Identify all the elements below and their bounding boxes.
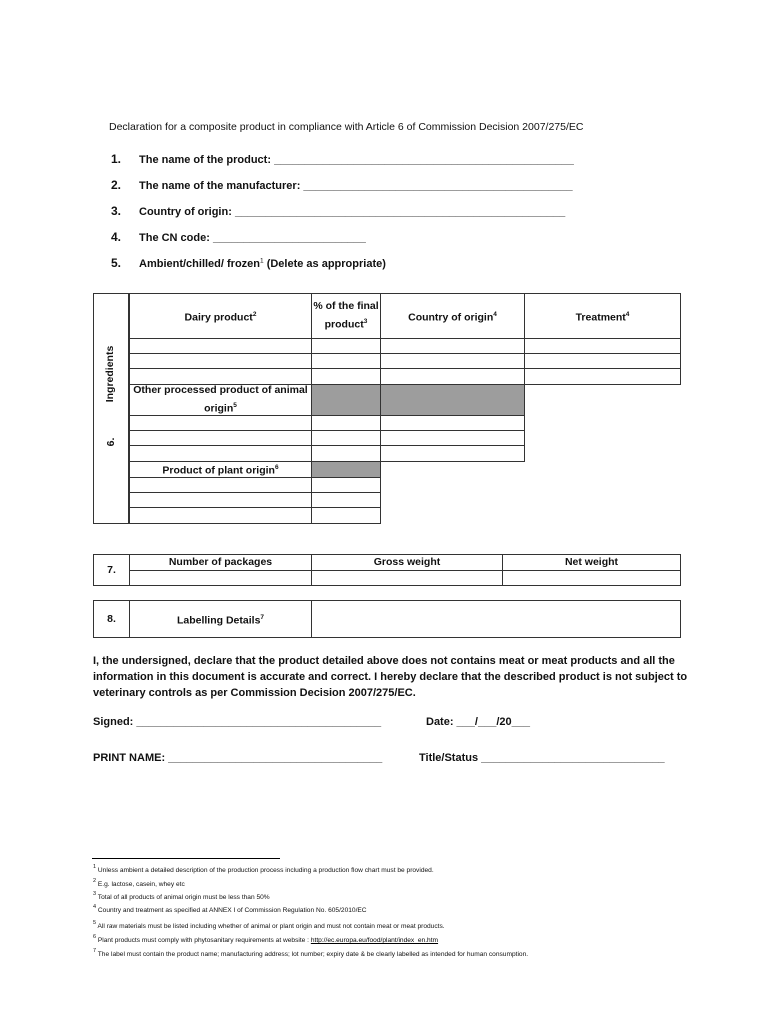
footnote-text: Unless ambient a detailed description of the production process including a production flow chart must be provided.	[97, 867, 434, 874]
footnote-6	[93, 934, 439, 944]
question-number: 1.	[111, 152, 122, 166]
footnote-ref: 4	[493, 310, 497, 318]
header-gross-weight: Gross weight	[311, 554, 503, 571]
question-label: Country of origin:	[139, 206, 232, 218]
footnote-ref: 1	[260, 257, 264, 265]
section-number: 6.	[105, 437, 117, 447]
footnote-ref: 3	[363, 318, 368, 326]
question-cn-code	[111, 230, 366, 244]
treatment-cell[interactable]	[524, 368, 681, 385]
shaded-cell	[311, 461, 381, 478]
footnote-7	[93, 948, 529, 958]
header-text: Treatment	[575, 311, 626, 324]
percent-cell[interactable]	[311, 338, 381, 354]
footnote-2	[93, 878, 185, 888]
question-label: The CN code:	[139, 232, 210, 244]
country-of-origin-field[interactable]: ______________________________________________________	[234, 206, 566, 218]
label-text: Labelling Details	[176, 614, 261, 627]
gross-weight-field[interactable]	[311, 570, 503, 586]
footnote-5	[93, 920, 445, 930]
footnote-number: 5	[93, 920, 97, 926]
other-product-cell[interactable]	[129, 415, 312, 431]
footnote-ref: 2	[252, 310, 257, 318]
footnote-3	[93, 891, 270, 901]
footnote-ref: 6	[274, 464, 279, 472]
ingredients-section-cell	[93, 293, 129, 524]
country-cell[interactable]	[380, 415, 525, 431]
question-suffix: (Delete as appropriate)	[263, 258, 386, 270]
footnote-divider	[92, 858, 280, 859]
section-number: 8.	[93, 600, 130, 638]
footnote-text: Plant products must comply with phytosanitary requirements at website :	[97, 937, 311, 944]
percent-cell[interactable]	[311, 445, 381, 462]
footnote-text: All raw materials must be listed including whether of animal or plant origin and must not contain meat or meat products.	[97, 923, 445, 930]
row-label-text: Product of plant origin	[162, 464, 275, 477]
treatment-cell[interactable]	[524, 338, 681, 354]
footnote-4	[93, 904, 367, 914]
question-country	[111, 204, 565, 218]
manufacturer-field[interactable]: ____________________________________________	[303, 180, 573, 192]
percent-cell[interactable]	[311, 492, 381, 508]
document-title: Declaration for a composite product in compliance with Article 6 of Commission Decision 2007/275/EC	[109, 121, 584, 133]
labelling-details-label	[129, 600, 312, 638]
header-net-weight: Net weight	[502, 554, 681, 571]
header-dairy-product	[129, 293, 312, 339]
percent-cell[interactable]	[311, 477, 381, 493]
percent-cell[interactable]	[311, 368, 381, 385]
declaration-text: I, the undersigned, declare that the product detailed above does not contains meat or meat products and all the information in this document is accurate and correct. I hereby declare that the described product is not subject to veterinary controls as per Commission Decision 2007/275/EC.	[93, 655, 688, 699]
question-number: 3.	[111, 204, 122, 218]
cn-code-field[interactable]: _________________________	[212, 232, 366, 244]
labelling-details-field[interactable]	[311, 600, 681, 638]
footnote-text: Country and treatment as specified at ANNEX I of Commission Regulation No. 605/2010/EC	[97, 907, 367, 914]
footnote-ref: 7	[260, 613, 265, 621]
percent-cell[interactable]	[311, 353, 381, 369]
footnote-1	[93, 864, 434, 874]
other-product-cell[interactable]	[129, 430, 312, 446]
country-cell[interactable]	[380, 353, 525, 369]
signed-field[interactable]: Signed: ________________________________________	[93, 716, 382, 728]
print-name-field[interactable]: PRINT NAME: ___________________________________	[93, 752, 383, 764]
plant-product-cell[interactable]	[129, 507, 312, 524]
header-percent	[311, 293, 381, 339]
percent-cell[interactable]	[311, 415, 381, 431]
section-number: 7.	[93, 554, 130, 586]
footnote-text: The label must contain the product name; manufacturing address; lot number; expiry date & be clearly labelled as intended for human consumption.	[97, 951, 529, 958]
question-label: The name of the manufacturer:	[139, 180, 301, 192]
header-text: Dairy product	[184, 311, 253, 324]
shaded-cell	[311, 384, 381, 416]
question-label: The name of the product:	[139, 154, 271, 166]
header-text: Country of origin	[408, 311, 494, 324]
footnote-number: 1	[93, 864, 97, 870]
other-processed-product-label	[129, 384, 312, 416]
footnote-ref: 5	[233, 402, 237, 410]
header-text: % of the final product	[313, 300, 379, 331]
plant-product-cell[interactable]	[129, 477, 312, 493]
country-cell[interactable]	[380, 368, 525, 385]
product-name-field[interactable]: _________________________________________________	[274, 154, 574, 166]
title-status-field[interactable]: Title/Status ______________________________	[419, 752, 665, 764]
number-of-packages-field[interactable]	[129, 570, 312, 586]
footnote-text: Total of all products of animal origin must be less than 50%	[97, 894, 270, 901]
footnote-ref: 4	[625, 310, 630, 318]
question-number: 4.	[111, 230, 122, 244]
header-country-of-origin	[380, 293, 525, 339]
net-weight-field[interactable]	[502, 570, 681, 586]
shaded-cell	[380, 384, 525, 416]
plant-origin-label	[129, 461, 312, 478]
footnote-number: 6	[93, 934, 97, 940]
question-product-name	[111, 152, 574, 166]
date-field[interactable]: Date: ___/___/20___	[426, 716, 530, 728]
country-cell[interactable]	[380, 338, 525, 354]
footnote-number: 2	[93, 878, 97, 884]
question-number: 5.	[111, 256, 122, 270]
footnote-number: 7	[93, 948, 97, 954]
dairy-product-cell[interactable]	[129, 353, 312, 369]
question-manufacturer	[111, 178, 573, 192]
header-number-of-packages: Number of packages	[129, 554, 312, 571]
phytosanitary-link[interactable]: http://ec.europa.eu/food/plant/index_en.htm	[310, 937, 439, 944]
plant-product-cell[interactable]	[129, 492, 312, 508]
header-treatment	[524, 293, 681, 339]
question-number: 2.	[111, 178, 122, 192]
percent-cell[interactable]	[311, 430, 381, 446]
percent-cell[interactable]	[311, 507, 381, 524]
ingredients-label: Ingredients	[104, 345, 116, 403]
dairy-product-cell[interactable]	[129, 338, 312, 354]
question-label[interactable]: Ambient/chilled/ frozen	[139, 258, 261, 270]
footnote-number: 4	[93, 904, 97, 910]
row-label-text: Other processed product of animal origin	[133, 384, 308, 415]
treatment-cell[interactable]	[524, 353, 681, 369]
footnote-number: 3	[93, 891, 97, 897]
question-storage	[111, 256, 386, 270]
country-cell[interactable]	[380, 445, 525, 462]
footnote-text: E.g. lactose, casein, whey etc	[97, 881, 185, 888]
country-cell[interactable]	[380, 430, 525, 446]
